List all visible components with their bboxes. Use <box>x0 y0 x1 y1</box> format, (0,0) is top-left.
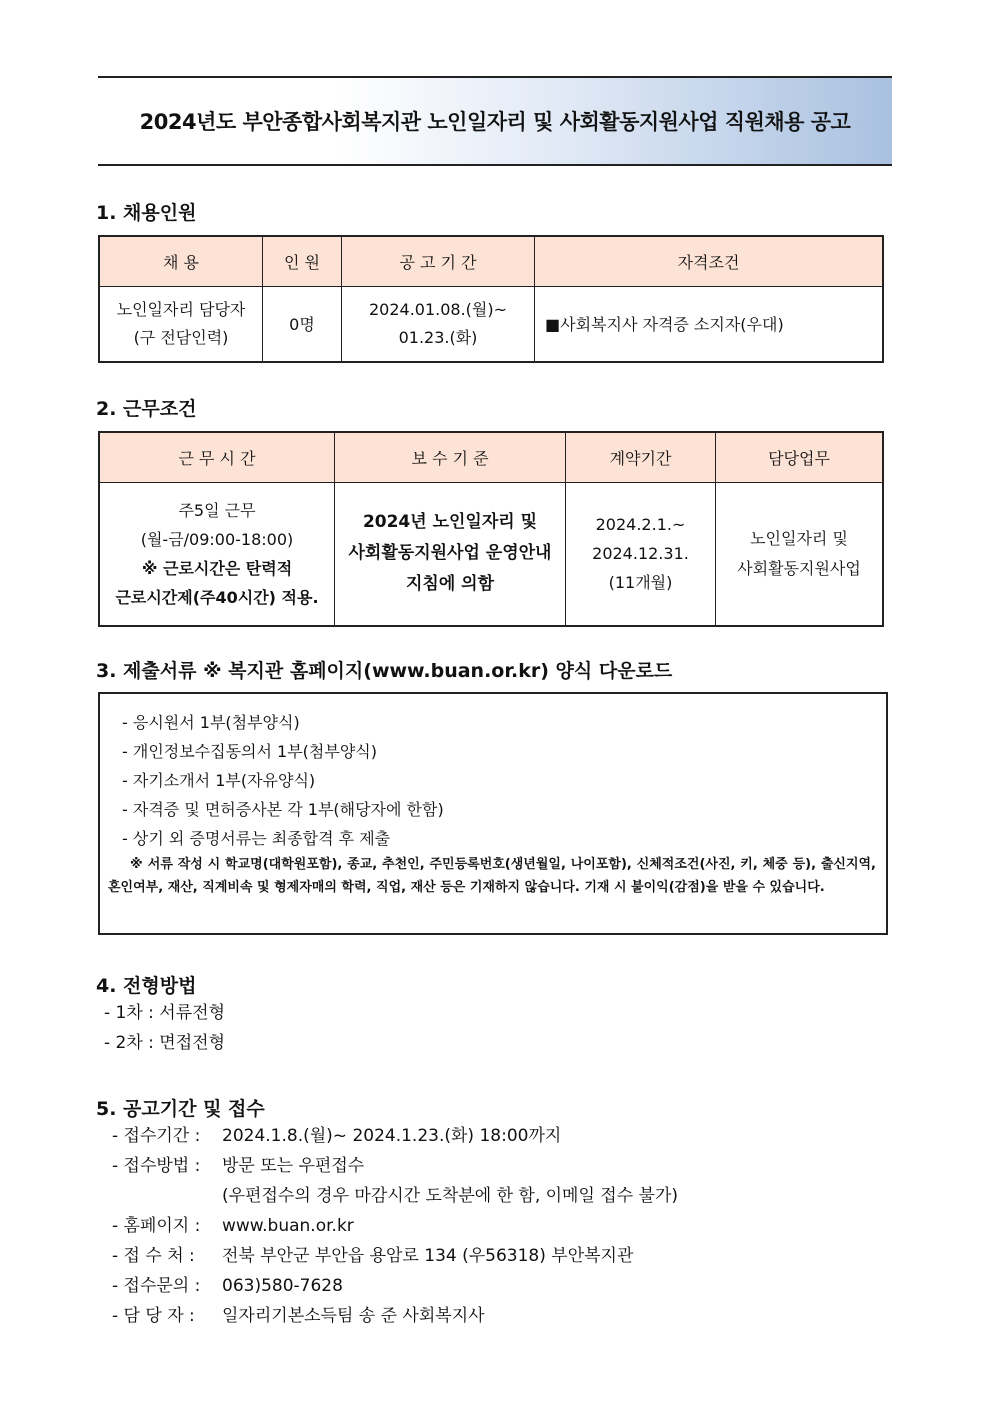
document-item: - 자기소개서 1부(자유양식) <box>122 771 316 790</box>
info-row <box>112 1181 678 1211</box>
hours-line-3: ※ 근로시간은 탄력적 <box>141 558 293 578</box>
recruit-table <box>98 235 884 363</box>
hours-line-4: 근로시간제(주40시간) 적용. <box>115 587 319 607</box>
job-cell <box>99 286 263 362</box>
hours-line-1: 주5일 근무 <box>178 500 256 520</box>
contract-line-2: 2024.12.31. <box>592 544 689 564</box>
section-4-heading: 4. 전형방법 <box>96 975 197 997</box>
hours-cell <box>99 482 335 626</box>
period-line-1: 2024.01.08.(월)~ <box>368 299 508 319</box>
info-value: 방문 또는 우편접수 <box>222 1156 365 1176</box>
info-label <box>112 1181 222 1211</box>
info-row <box>112 1121 678 1151</box>
info-value: 일자리기본소득팀 송 준 사회복지사 <box>222 1306 485 1326</box>
header-job: 채 용 <box>99 236 263 286</box>
period-line-2: 01.23.(화) <box>398 327 478 347</box>
selection-list <box>104 998 225 1058</box>
header-hours: 근 무 시 간 <box>99 432 335 482</box>
info-row <box>112 1241 678 1271</box>
duty-cell <box>716 482 884 626</box>
section-2-heading: 2. 근무조건 <box>96 398 197 420</box>
document-item: - 자격증 및 면허증사본 각 1부(해당자에 한함) <box>122 800 444 819</box>
info-label: - 접 수 처 : <box>112 1246 195 1266</box>
application-info <box>112 1121 678 1331</box>
section-5-heading: 5. 공고기간 및 접수 <box>96 1098 265 1120</box>
period-cell <box>342 286 535 362</box>
info-value: 063)580-7628 <box>222 1276 343 1296</box>
count-cell: 0명 <box>263 286 342 362</box>
contract-line-1: 2024.2.1.~ <box>595 515 686 535</box>
document-item: - 응시원서 1부(첨부양식) <box>122 713 300 732</box>
info-value: 전북 부안군 부안읍 용암로 134 (우56318) 부안복지관 <box>222 1246 634 1266</box>
info-label: - 홈페이지 : <box>112 1216 201 1236</box>
header-contract: 계약기간 <box>566 432 716 482</box>
info-value: (우편접수의 경우 마감시간 도착분에 한 함, 이메일 접수 불가) <box>222 1186 679 1206</box>
documents-note: ※ 서류 작성 시 학교명(대학원포함), 종교, 추천인, 주민등록번호(생년월일, 나이포함), 신체적조건(사진, 키, 체중 등), 출신지역, 혼인여부, 재산, 직계비속 및 형제자매의 학력, 직업, 재산 등은 기재하지 않습니다. 기재 시 불이익(감점)을 받을 수 있습니다. <box>108 857 876 895</box>
document-item: - 상기 외 증명서류는 최종합격 후 제출 <box>122 829 391 848</box>
section-1-heading: 1. 채용인원 <box>96 202 197 224</box>
selection-item: - 1차 : 서류전형 <box>104 1003 225 1023</box>
section-3-heading: 3. 제출서류 ※ 복지관 홈페이지(www.buan.or.kr) 양식 다운로드 <box>96 660 673 682</box>
contract-line-3: (11개월) <box>608 573 673 593</box>
pay-cell <box>335 482 566 626</box>
header-duty: 담당업무 <box>716 432 884 482</box>
contract-cell <box>566 482 716 626</box>
info-row <box>112 1151 678 1181</box>
qualification-cell: ■사회복지사 자격증 소지자(우대) <box>535 286 884 362</box>
header-qualification: 자격조건 <box>535 236 884 286</box>
job-line-2: (구 전담인력) <box>133 327 229 347</box>
duty-line-2: 사회활동지원사업 <box>737 558 861 578</box>
selection-item: - 2차 : 면접전형 <box>104 1033 225 1053</box>
info-label: - 접수기간 : <box>112 1126 201 1146</box>
work-conditions-table <box>98 431 884 627</box>
duty-line-1: 노인일자리 및 <box>750 528 848 548</box>
pay-line-2: 사회활동지원사업 운영안내 <box>348 543 552 564</box>
homepage-link[interactable]: www.buan.or.kr <box>222 1216 354 1236</box>
info-row <box>112 1211 678 1241</box>
header-pay: 보 수 기 준 <box>335 432 566 482</box>
job-line-1: 노인일자리 담당자 <box>116 299 246 319</box>
pay-line-1: 2024년 노인일자리 및 <box>362 512 538 533</box>
page-title: 2024년도 부안종합사회복지관 노인일자리 및 사회활동지원사업 직원채용 공고 <box>139 110 851 134</box>
info-value: 2024.1.8.(월)~ 2024.1.23.(화) 18:00까지 <box>222 1126 562 1146</box>
header-period: 공 고 기 간 <box>342 236 535 286</box>
title-banner <box>98 76 892 166</box>
pay-line-3: 지침에 의함 <box>405 574 495 595</box>
info-label: - 접수방법 : <box>112 1156 201 1176</box>
info-label: - 담 당 자 : <box>112 1306 195 1326</box>
documents-box <box>98 692 888 935</box>
document-item: - 개인정보수집동의서 1부(첨부양식) <box>122 742 377 761</box>
info-row <box>112 1301 678 1331</box>
info-row <box>112 1271 678 1301</box>
info-label: - 접수문의 : <box>112 1276 201 1296</box>
header-count: 인 원 <box>263 236 342 286</box>
hours-line-2: (월-금/09:00-18:00) <box>140 529 294 549</box>
